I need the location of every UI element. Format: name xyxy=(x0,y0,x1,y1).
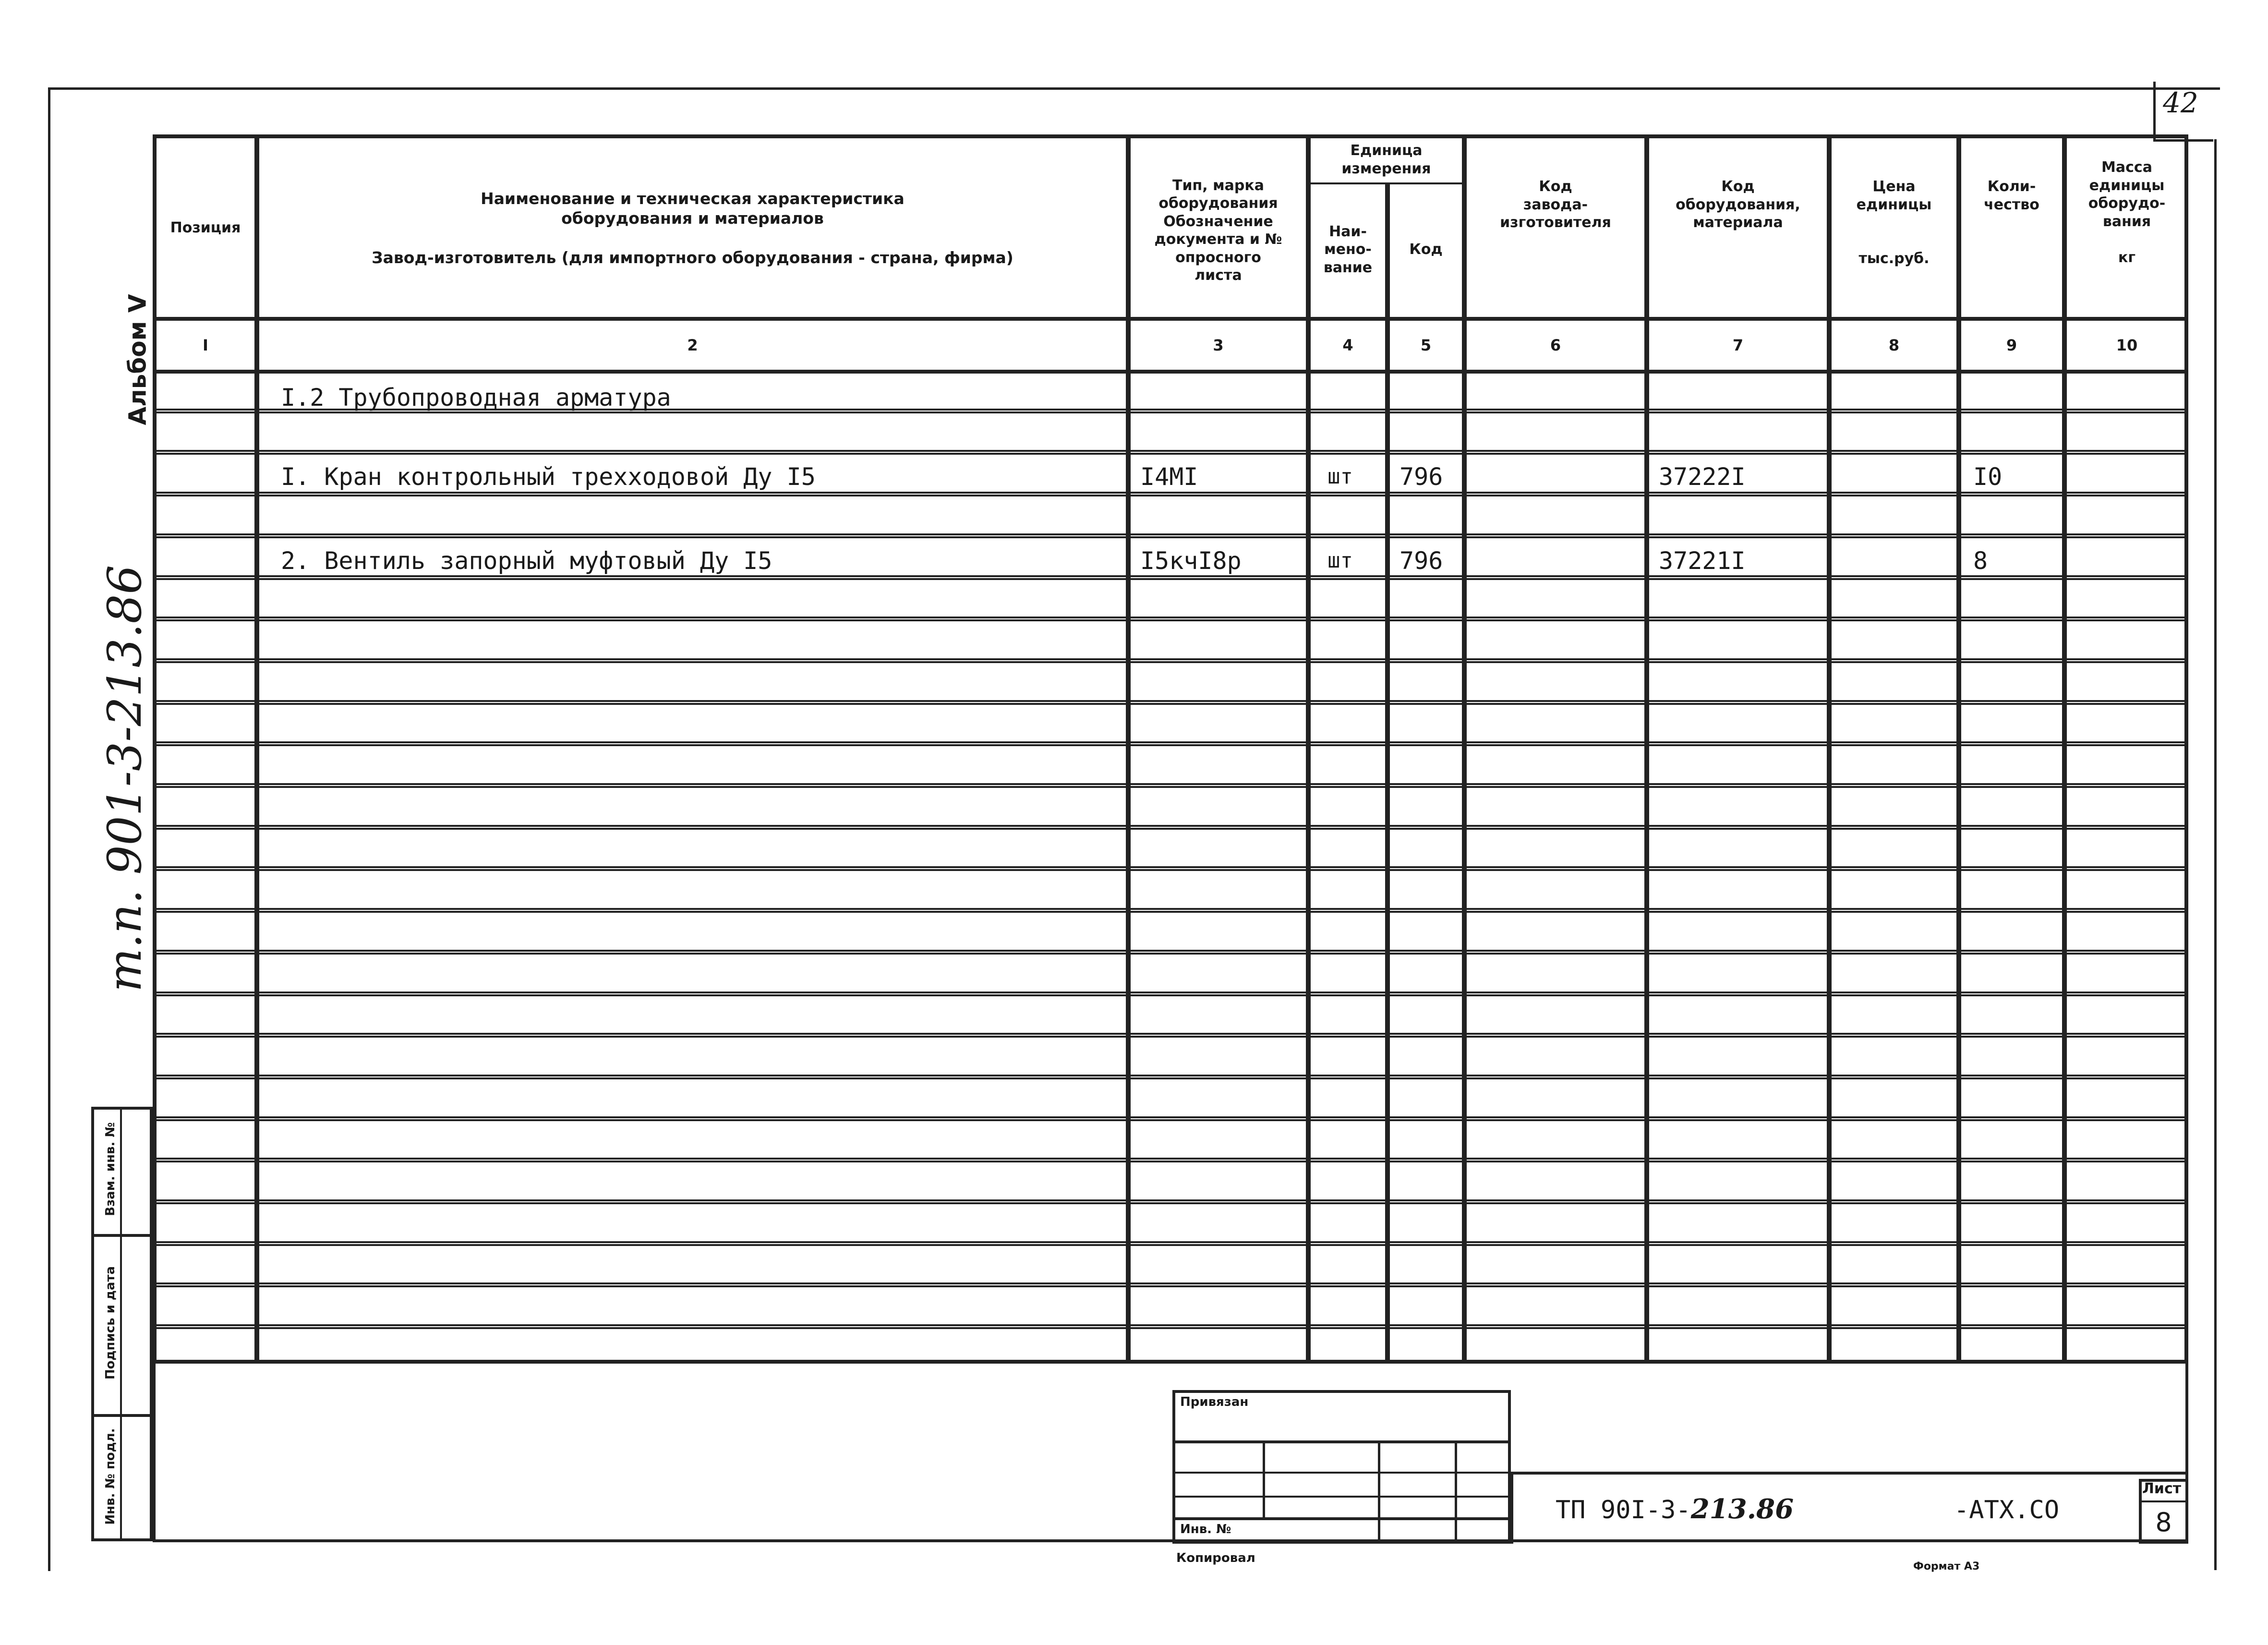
row-2-unit-code: 796 xyxy=(1399,546,1443,575)
row-2-type: I5кчI8р xyxy=(1140,546,1242,575)
row-1-unit-name: шт xyxy=(1327,464,1353,489)
colnum-8: 8 xyxy=(1888,336,1900,354)
left-stamp-line-2 xyxy=(91,1414,153,1417)
album-label: Альбом V xyxy=(123,294,152,425)
binding-line-4 xyxy=(1172,1517,1511,1520)
header-maker-code: Код завода- изготовителя xyxy=(1500,178,1611,231)
row-line-a-21 xyxy=(157,1241,2187,1243)
sheet-number: 8 xyxy=(2155,1507,2172,1537)
column-number-separator xyxy=(153,370,2188,374)
binding-line-1 xyxy=(1172,1440,1511,1443)
row-line-a-8 xyxy=(157,700,2187,702)
row-line-a-16 xyxy=(157,1033,2187,1035)
row-line-b-21 xyxy=(157,1244,2187,1246)
row-1-equip-code: 37222I xyxy=(1659,462,1746,491)
sheet-right-border xyxy=(2214,139,2217,1570)
row-1-type: I4MI xyxy=(1140,462,1198,491)
doc-code-prefix: ТП 90I-3- xyxy=(1556,1496,1691,1524)
sheet-left-border xyxy=(48,87,50,1571)
doc-code-suffix: -АТХ.СО xyxy=(1954,1496,2060,1524)
binding-vline-3 xyxy=(1455,1440,1457,1544)
col-line-3 xyxy=(1306,134,1311,1364)
row-line-a-6 xyxy=(157,617,2187,618)
binding-title: Привязан xyxy=(1180,1395,1249,1409)
doc-code xyxy=(1556,1493,1794,1525)
row-2-qty: 8 xyxy=(1973,546,1988,575)
row-line-b-14 xyxy=(157,953,2187,955)
colnum-10: 10 xyxy=(2116,336,2138,354)
table-bottom-area xyxy=(153,1360,2188,1542)
col-line-9 xyxy=(2062,134,2067,1364)
row-line-a-23 xyxy=(157,1324,2187,1326)
stamp-replace-inv: Взам. инв. № xyxy=(103,1122,118,1216)
left-stamp-divider xyxy=(120,1107,122,1541)
left-stamp-line-1 xyxy=(91,1234,153,1237)
row-line-b-23 xyxy=(157,1327,2187,1329)
binding-stamp xyxy=(1172,1390,1511,1544)
header-separator xyxy=(153,317,2188,321)
row-line-b-20 xyxy=(157,1202,2187,1204)
header-mass: Масса единицы оборудо- вания кг xyxy=(2088,159,2166,266)
stamp-original-inv: Инв. № подл. xyxy=(103,1428,118,1525)
col-line-6 xyxy=(1644,134,1649,1364)
row-line-a-19 xyxy=(157,1158,2187,1160)
header-unit-name: Наи- мено- вание xyxy=(1323,223,1373,276)
binding-vline-2 xyxy=(1378,1440,1380,1544)
row-1-unit-code: 796 xyxy=(1399,462,1443,491)
row-line-a-15 xyxy=(157,992,2187,993)
header-unit-group: Единица измерения xyxy=(1341,142,1431,177)
row-line-b-17 xyxy=(157,1077,2187,1079)
section-title: I.2 Трубопроводная арматура xyxy=(281,383,671,411)
header-name: Наименование и техническая характеристика оборудования и материалов Завод-изготовитель (для импортного оборудования - страна, фирма) xyxy=(372,189,1013,267)
col-line-8 xyxy=(1956,134,1961,1364)
row-line-b-16 xyxy=(157,1036,2187,1038)
row-line-a-10 xyxy=(157,783,2187,785)
header-unit-code: Код xyxy=(1409,241,1443,258)
colnum-9: 9 xyxy=(2006,336,2017,354)
row-line-a-7 xyxy=(157,658,2187,660)
title-block-left xyxy=(1511,1472,1513,1544)
header-qty: Коли- чество xyxy=(1984,178,2039,213)
row-2-unit-name: шт xyxy=(1327,548,1353,573)
row-line-b-9 xyxy=(157,744,2187,746)
project-handwritten: т.п. 901-3-213.86 xyxy=(98,565,152,992)
row-line-b-13 xyxy=(157,911,2187,913)
row-line-b-6 xyxy=(157,619,2187,621)
row-1-qty: I0 xyxy=(1973,462,2003,491)
colnum-1: I xyxy=(203,336,208,354)
left-stamp-box xyxy=(91,1107,153,1541)
title-block-top xyxy=(1511,1472,2188,1475)
row-line-b-10 xyxy=(157,786,2187,788)
row-line-a-2 xyxy=(157,450,2187,452)
header-price: Цена единицы тыс.руб. xyxy=(1856,178,1932,267)
row-line-a-22 xyxy=(157,1282,2187,1284)
row-line-b-22 xyxy=(157,1285,2187,1287)
binding-vline-1 xyxy=(1263,1440,1265,1517)
row-line-a-17 xyxy=(157,1075,2187,1077)
row-line-b-18 xyxy=(157,1119,2187,1121)
row-line-a-20 xyxy=(157,1199,2187,1201)
row-line-b-8 xyxy=(157,703,2187,705)
colnum-5: 5 xyxy=(1420,336,1432,354)
stamp-signature-date: Подпись и дата xyxy=(103,1266,118,1380)
row-2-name: 2. Вентиль запорный муфтовый Ду I5 xyxy=(281,546,772,575)
row-2-equip-code: 37221I xyxy=(1659,546,1746,575)
corner-number: 42 xyxy=(2163,86,2198,119)
sheet-top-border xyxy=(48,87,2220,90)
row-line-a-18 xyxy=(157,1116,2187,1118)
row-line-b-19 xyxy=(157,1161,2187,1162)
row-line-b-12 xyxy=(157,869,2187,871)
col-line-1 xyxy=(254,134,259,1364)
colnum-7: 7 xyxy=(1732,336,1744,354)
header-type: Тип, марка оборудования Обозначение документа и № опросного листа xyxy=(1154,177,1282,284)
row-line-a-12 xyxy=(157,866,2187,868)
row-line-b-7 xyxy=(157,661,2187,663)
colnum-4: 4 xyxy=(1342,336,1353,354)
doc-code-hand: 213.86 xyxy=(1690,1493,1794,1525)
row-line-b-11 xyxy=(157,828,2187,830)
copied-label: Копировал xyxy=(1176,1551,1255,1565)
col-line-7 xyxy=(1827,134,1832,1364)
row-line-b-15 xyxy=(157,994,2187,996)
binding-inv-label: Инв. № xyxy=(1180,1522,1231,1536)
col-line-4 xyxy=(1385,182,1390,1364)
row-line-a-11 xyxy=(157,825,2187,827)
header-position: Позиция xyxy=(170,219,241,237)
row-line-a-14 xyxy=(157,950,2187,952)
colnum-3: 3 xyxy=(1213,336,1224,354)
format-label: Формат А3 xyxy=(1913,1560,1980,1572)
header-equip-code: Код оборудования, материала xyxy=(1676,178,1800,231)
colnum-2: 2 xyxy=(687,336,698,354)
col-line-2 xyxy=(1126,134,1131,1364)
binding-line-3 xyxy=(1172,1496,1511,1498)
binding-line-2 xyxy=(1172,1472,1511,1474)
colnum-6: 6 xyxy=(1550,336,1561,354)
sheet-label: Лист xyxy=(2142,1480,2182,1497)
row-1-name: I. Кран контрольный трехходовой Ду I5 xyxy=(281,462,816,491)
row-line-a-13 xyxy=(157,908,2187,910)
col-line-5 xyxy=(1462,134,1467,1364)
row-line-a-9 xyxy=(157,741,2187,743)
row-line-a-4 xyxy=(157,533,2187,535)
